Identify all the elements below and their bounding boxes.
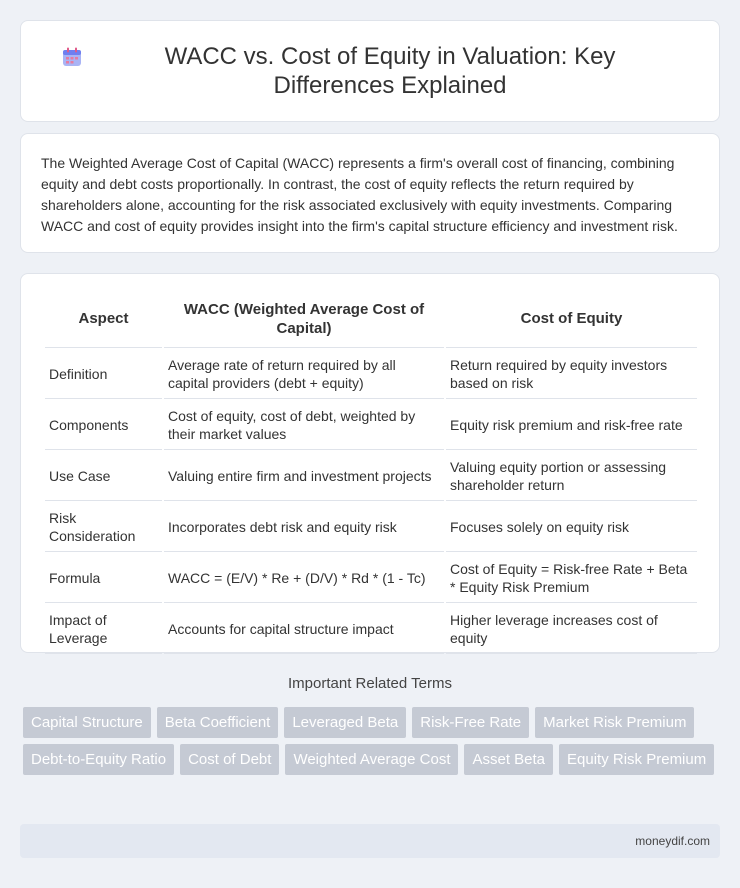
tag-capital-structure[interactable]: Capital Structure (23, 707, 151, 738)
row-cost-of-equity: Higher leverage increases cost of equity (446, 605, 697, 654)
table-header-row (45, 290, 697, 348)
row-wacc: Average rate of return required by all capital providers (debt + equity) (164, 350, 444, 399)
table-row (45, 452, 697, 501)
page-title: WACC vs. Cost of Equity in Valuation: Key Differences Explained (164, 43, 616, 99)
table-row (45, 503, 697, 552)
row-cost-of-equity: Return required by equity investors based on risk (446, 350, 697, 399)
table-row (45, 554, 697, 603)
row-aspect: Risk Consideration (45, 503, 162, 552)
related-terms-title: Important Related Terms (288, 675, 452, 692)
row-wacc: Cost of equity, cost of debt, weighted by their market values (164, 401, 444, 450)
tag-leveraged-beta[interactable]: Leveraged Beta (284, 707, 406, 738)
title-card (20, 20, 720, 122)
row-aspect: Formula (45, 554, 162, 603)
tag-equity-risk-premium[interactable]: Equity Risk Premium (559, 744, 714, 775)
header-cost-of-equity: Cost of Equity (446, 290, 697, 348)
table-row (45, 605, 697, 654)
related-terms-tags (20, 704, 720, 778)
comparison-table (43, 288, 699, 656)
row-aspect: Components (45, 401, 162, 450)
row-cost-of-equity: Equity risk premium and risk-free rate (446, 401, 697, 450)
row-cost-of-equity: Cost of Equity = Risk-free Rate + Beta * Equity Risk Premium (446, 554, 697, 603)
tag-debt-to-equity-ratio[interactable]: Debt-to-Equity Ratio (23, 744, 174, 775)
table-row (45, 350, 697, 399)
tag-market-risk-premium[interactable]: Market Risk Premium (535, 707, 694, 738)
comparison-table-card (20, 273, 720, 653)
intro-card (20, 133, 720, 253)
row-wacc: WACC = (E/V) * Re + (D/V) * Rd * (1 - Tc) (164, 554, 444, 603)
row-aspect: Use Case (45, 452, 162, 501)
row-aspect: Definition (45, 350, 162, 399)
tag-weighted-average-cost[interactable]: Weighted Average Cost (285, 744, 458, 775)
calendar-icon (61, 46, 83, 68)
row-aspect: Impact of Leverage (45, 605, 162, 654)
tag-risk-free-rate[interactable]: Risk-Free Rate (412, 707, 529, 738)
intro-text: The Weighted Average Cost of Capital (WACC) represents a firm's overall cost of financing, combining equity and debt costs proportionally. In contrast, the cost of equity reflects the return required by shareholders alone, accounting for the risk associated exclusively with equity investments. Comparing WACC and cost of equity provides insight into the firm's capital structure efficiency and investment risk. (41, 155, 678, 234)
tag-asset-beta[interactable]: Asset Beta (464, 744, 553, 775)
tag-cost-of-debt[interactable]: Cost of Debt (180, 744, 279, 775)
footer (20, 824, 720, 858)
tag-beta-coefficient[interactable]: Beta Coefficient (157, 707, 279, 738)
header-wacc: WACC (Weighted Average Cost of Capital) (164, 290, 444, 348)
table-row (45, 401, 697, 450)
row-cost-of-equity: Focuses solely on equity risk (446, 503, 697, 552)
row-cost-of-equity: Valuing equity portion or assessing shareholder return (446, 452, 697, 501)
row-wacc: Accounts for capital structure impact (164, 605, 444, 654)
footer-site[interactable]: moneydif.com (635, 834, 710, 848)
header-aspect: Aspect (45, 290, 162, 348)
row-wacc: Valuing entire firm and investment projects (164, 452, 444, 501)
row-wacc: Incorporates debt risk and equity risk (164, 503, 444, 552)
